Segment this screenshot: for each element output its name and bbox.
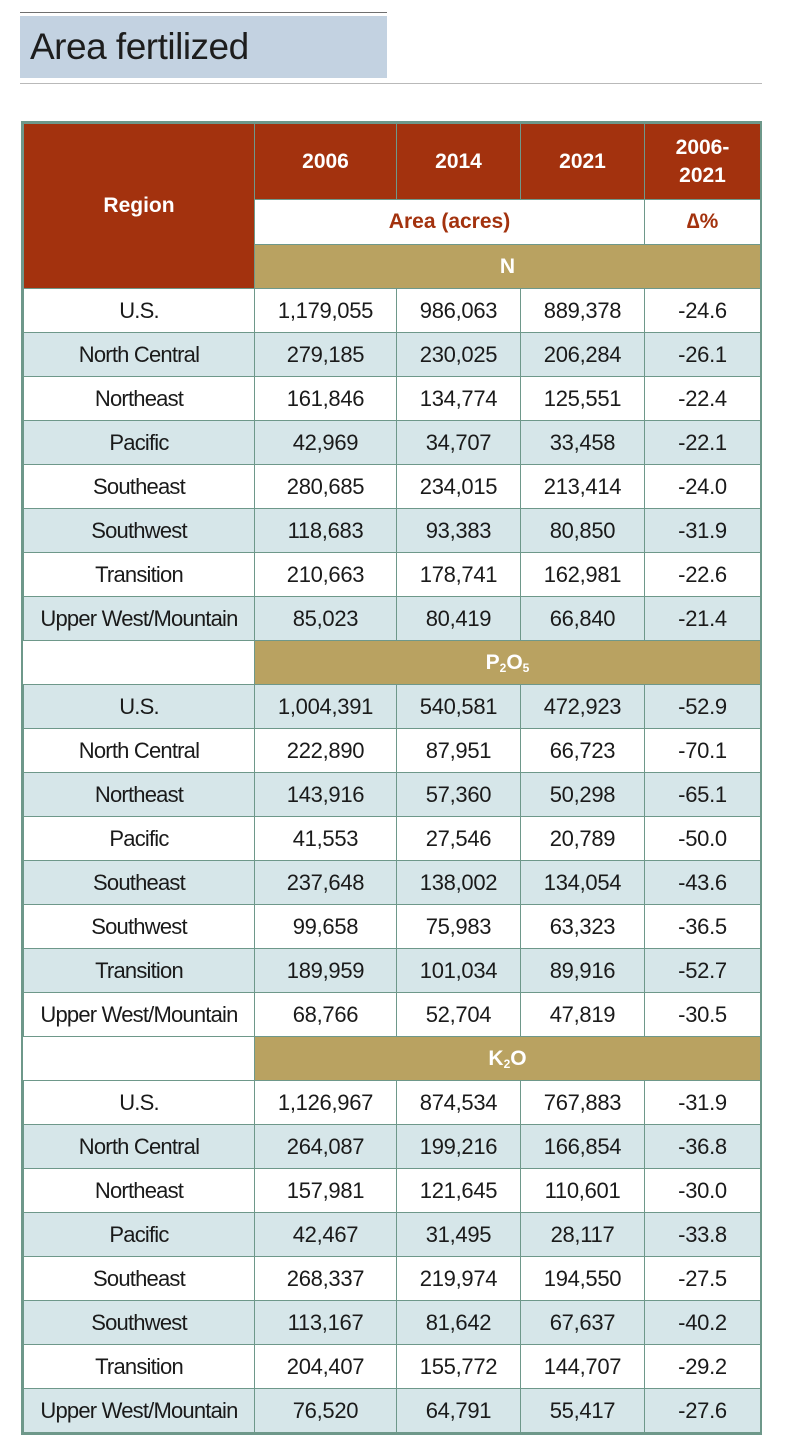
- change-percent-cell: -65.1: [645, 773, 761, 817]
- value-2006-cell: 118,683: [255, 509, 397, 553]
- section-k2o-mid: O: [510, 1046, 527, 1070]
- value-2021-cell: 472,923: [521, 685, 645, 729]
- region-cell: Pacific: [24, 817, 255, 861]
- table-row: [24, 1125, 761, 1169]
- change-percent-cell: -33.8: [645, 1213, 761, 1257]
- value-2006-cell: 1,179,055: [255, 289, 397, 333]
- section-spacer: [24, 1037, 255, 1081]
- value-2021-cell: 125,551: [521, 377, 645, 421]
- change-percent-cell: -22.6: [645, 553, 761, 597]
- region-cell: U.S.: [24, 1081, 255, 1125]
- section-body-p2o5: [24, 685, 761, 1037]
- change-percent-cell: -30.5: [645, 993, 761, 1037]
- value-2014-cell: 219,974: [397, 1257, 521, 1301]
- value-2021-cell: 162,981: [521, 553, 645, 597]
- value-2014-cell: 230,025: [397, 333, 521, 377]
- value-2021-cell: 28,117: [521, 1213, 645, 1257]
- change-percent-cell: -30.0: [645, 1169, 761, 1213]
- value-2014-cell: 540,581: [397, 685, 521, 729]
- section-k2o-base: K: [488, 1046, 504, 1070]
- table-row: [24, 509, 761, 553]
- table-row: [24, 685, 761, 729]
- region-cell: Upper West/Mountain: [24, 1389, 255, 1433]
- table-row: [24, 597, 761, 641]
- value-2014-cell: 57,360: [397, 773, 521, 817]
- value-2014-cell: 986,063: [397, 289, 521, 333]
- value-2021-cell: 889,378: [521, 289, 645, 333]
- value-2006-cell: 113,167: [255, 1301, 397, 1345]
- value-2006-cell: 280,685: [255, 465, 397, 509]
- section-header-p2o5-group: [24, 641, 761, 685]
- value-2014-cell: 138,002: [397, 861, 521, 905]
- value-2014-cell: 27,546: [397, 817, 521, 861]
- table-row: [24, 1301, 761, 1345]
- change-percent-cell: -52.9: [645, 685, 761, 729]
- change-percent-cell: -22.1: [645, 421, 761, 465]
- value-2021-cell: 55,417: [521, 1389, 645, 1433]
- value-2006-cell: 279,185: [255, 333, 397, 377]
- region-cell: Southwest: [24, 905, 255, 949]
- value-2014-cell: 234,015: [397, 465, 521, 509]
- table-row: [24, 773, 761, 817]
- value-2021-cell: 66,723: [521, 729, 645, 773]
- section-p2o5-sub1: 2: [499, 660, 507, 675]
- table-row: [24, 1169, 761, 1213]
- change-percent-cell: -31.9: [645, 509, 761, 553]
- value-2006-cell: 237,648: [255, 861, 397, 905]
- table-row: [24, 905, 761, 949]
- value-2006-cell: 264,087: [255, 1125, 397, 1169]
- year-2014-header: 2014: [397, 124, 521, 200]
- section-header-p2o5: [24, 641, 761, 685]
- section-spacer: [24, 641, 255, 685]
- value-2014-cell: 81,642: [397, 1301, 521, 1345]
- table-row: [24, 1389, 761, 1433]
- change-percent-cell: -36.8: [645, 1125, 761, 1169]
- change-period-line1: 2006-: [675, 135, 730, 159]
- change-percent-cell: -22.4: [645, 377, 761, 421]
- value-2006-cell: 210,663: [255, 553, 397, 597]
- fertilized-area-table-frame: [21, 121, 762, 1435]
- value-2006-cell: 189,959: [255, 949, 397, 993]
- table-row: [24, 553, 761, 597]
- section-p2o5-base: P: [485, 650, 500, 674]
- table-header: [24, 124, 761, 289]
- section-body-k2o: [24, 1081, 761, 1433]
- region-cell: Southeast: [24, 1257, 255, 1301]
- value-2014-cell: 134,774: [397, 377, 521, 421]
- region-cell: Southeast: [24, 861, 255, 905]
- change-percent-cell: -50.0: [645, 817, 761, 861]
- change-percent-cell: -52.7: [645, 949, 761, 993]
- change-percent-cell: -21.4: [645, 597, 761, 641]
- change-percent-cell: -40.2: [645, 1301, 761, 1345]
- change-percent-cell: -70.1: [645, 729, 761, 773]
- table-row: [24, 289, 761, 333]
- region-cell: Southwest: [24, 509, 255, 553]
- value-2006-cell: 68,766: [255, 993, 397, 1037]
- value-2014-cell: 874,534: [397, 1081, 521, 1125]
- region-cell: U.S.: [24, 685, 255, 729]
- value-2014-cell: 75,983: [397, 905, 521, 949]
- value-2006-cell: 157,981: [255, 1169, 397, 1213]
- value-2006-cell: 268,337: [255, 1257, 397, 1301]
- value-2006-cell: 143,916: [255, 773, 397, 817]
- change-unit-header: ∆%: [645, 200, 761, 245]
- table-row: [24, 1081, 761, 1125]
- value-2006-cell: 161,846: [255, 377, 397, 421]
- value-2014-cell: 31,495: [397, 1213, 521, 1257]
- value-2006-cell: 99,658: [255, 905, 397, 949]
- header-row-years: [24, 124, 761, 200]
- table-row: [24, 333, 761, 377]
- value-2014-cell: 64,791: [397, 1389, 521, 1433]
- region-cell: Northeast: [24, 1169, 255, 1213]
- change-percent-cell: -26.1: [645, 333, 761, 377]
- table-row: [24, 1257, 761, 1301]
- value-2006-cell: 1,004,391: [255, 685, 397, 729]
- region-cell: Pacific: [24, 1213, 255, 1257]
- value-2014-cell: 34,707: [397, 421, 521, 465]
- region-cell: Transition: [24, 1345, 255, 1389]
- change-percent-cell: -43.6: [645, 861, 761, 905]
- value-2021-cell: 20,789: [521, 817, 645, 861]
- value-2006-cell: 1,126,967: [255, 1081, 397, 1125]
- page-title: Area fertilized: [30, 26, 249, 67]
- change-percent-cell: -36.5: [645, 905, 761, 949]
- year-2021-header: 2021: [521, 124, 645, 200]
- change-period-header: [645, 124, 761, 200]
- section-p2o5-mid: O: [506, 650, 523, 674]
- change-percent-cell: -24.0: [645, 465, 761, 509]
- section-label-n: [255, 245, 761, 289]
- value-2014-cell: 101,034: [397, 949, 521, 993]
- region-cell: Transition: [24, 949, 255, 993]
- table-row: [24, 729, 761, 773]
- change-percent-cell: -27.6: [645, 1389, 761, 1433]
- value-2021-cell: 767,883: [521, 1081, 645, 1125]
- table-row: [24, 949, 761, 993]
- change-percent-cell: -27.5: [645, 1257, 761, 1301]
- value-2006-cell: 76,520: [255, 1389, 397, 1433]
- value-2021-cell: 110,601: [521, 1169, 645, 1213]
- region-cell: North Central: [24, 1125, 255, 1169]
- change-period-line2: 2021: [679, 163, 726, 187]
- value-2014-cell: 87,951: [397, 729, 521, 773]
- value-2021-cell: 33,458: [521, 421, 645, 465]
- table-row: [24, 1213, 761, 1257]
- value-2021-cell: 63,323: [521, 905, 645, 949]
- change-percent-cell: -24.6: [645, 289, 761, 333]
- value-2021-cell: 194,550: [521, 1257, 645, 1301]
- value-2014-cell: 199,216: [397, 1125, 521, 1169]
- section-body-n: [24, 289, 761, 641]
- value-2021-cell: 50,298: [521, 773, 645, 817]
- section-n-symbol: N: [499, 254, 516, 278]
- region-cell: Northeast: [24, 377, 255, 421]
- change-percent-cell: -29.2: [645, 1345, 761, 1389]
- fertilized-area-table: [23, 123, 761, 1433]
- value-2021-cell: 89,916: [521, 949, 645, 993]
- section-label-k2o: [255, 1037, 761, 1081]
- area-unit-header: Area (acres): [255, 200, 645, 245]
- region-cell: North Central: [24, 333, 255, 377]
- section-p2o5-sub2: 5: [522, 660, 530, 675]
- value-2021-cell: 47,819: [521, 993, 645, 1037]
- table-row: [24, 861, 761, 905]
- change-percent-cell: -31.9: [645, 1081, 761, 1125]
- value-2014-cell: 80,419: [397, 597, 521, 641]
- value-2006-cell: 204,407: [255, 1345, 397, 1389]
- section-k2o-sub1: 2: [503, 1056, 511, 1071]
- year-2006-header: 2006: [255, 124, 397, 200]
- value-2014-cell: 52,704: [397, 993, 521, 1037]
- value-2006-cell: 41,553: [255, 817, 397, 861]
- value-2014-cell: 155,772: [397, 1345, 521, 1389]
- value-2014-cell: 178,741: [397, 553, 521, 597]
- value-2021-cell: 66,840: [521, 597, 645, 641]
- value-2021-cell: 144,707: [521, 1345, 645, 1389]
- section-header-k2o-group: [24, 1037, 761, 1081]
- region-cell: Upper West/Mountain: [24, 993, 255, 1037]
- region-cell: Southwest: [24, 1301, 255, 1345]
- region-cell: Southeast: [24, 465, 255, 509]
- table-row: [24, 421, 761, 465]
- table-row: [24, 817, 761, 861]
- value-2021-cell: 206,284: [521, 333, 645, 377]
- region-column-header: Region: [24, 124, 255, 289]
- title-top-rule: [20, 12, 387, 13]
- table-row: [24, 993, 761, 1037]
- value-2006-cell: 42,969: [255, 421, 397, 465]
- table-row: [24, 465, 761, 509]
- region-cell: North Central: [24, 729, 255, 773]
- table-row: [24, 1345, 761, 1389]
- region-cell: Upper West/Mountain: [24, 597, 255, 641]
- region-cell: U.S.: [24, 289, 255, 333]
- value-2021-cell: 166,854: [521, 1125, 645, 1169]
- value-2006-cell: 42,467: [255, 1213, 397, 1257]
- value-2014-cell: 121,645: [397, 1169, 521, 1213]
- value-2006-cell: 222,890: [255, 729, 397, 773]
- value-2021-cell: 134,054: [521, 861, 645, 905]
- value-2006-cell: 85,023: [255, 597, 397, 641]
- section-header-k2o: [24, 1037, 761, 1081]
- region-cell: Pacific: [24, 421, 255, 465]
- table-row: [24, 377, 761, 421]
- title-banner: [20, 16, 387, 78]
- section-label-p2o5: [255, 641, 761, 685]
- value-2021-cell: 80,850: [521, 509, 645, 553]
- title-bottom-rule: [20, 83, 762, 84]
- value-2021-cell: 67,637: [521, 1301, 645, 1345]
- region-cell: Transition: [24, 553, 255, 597]
- region-cell: Northeast: [24, 773, 255, 817]
- value-2014-cell: 93,383: [397, 509, 521, 553]
- value-2021-cell: 213,414: [521, 465, 645, 509]
